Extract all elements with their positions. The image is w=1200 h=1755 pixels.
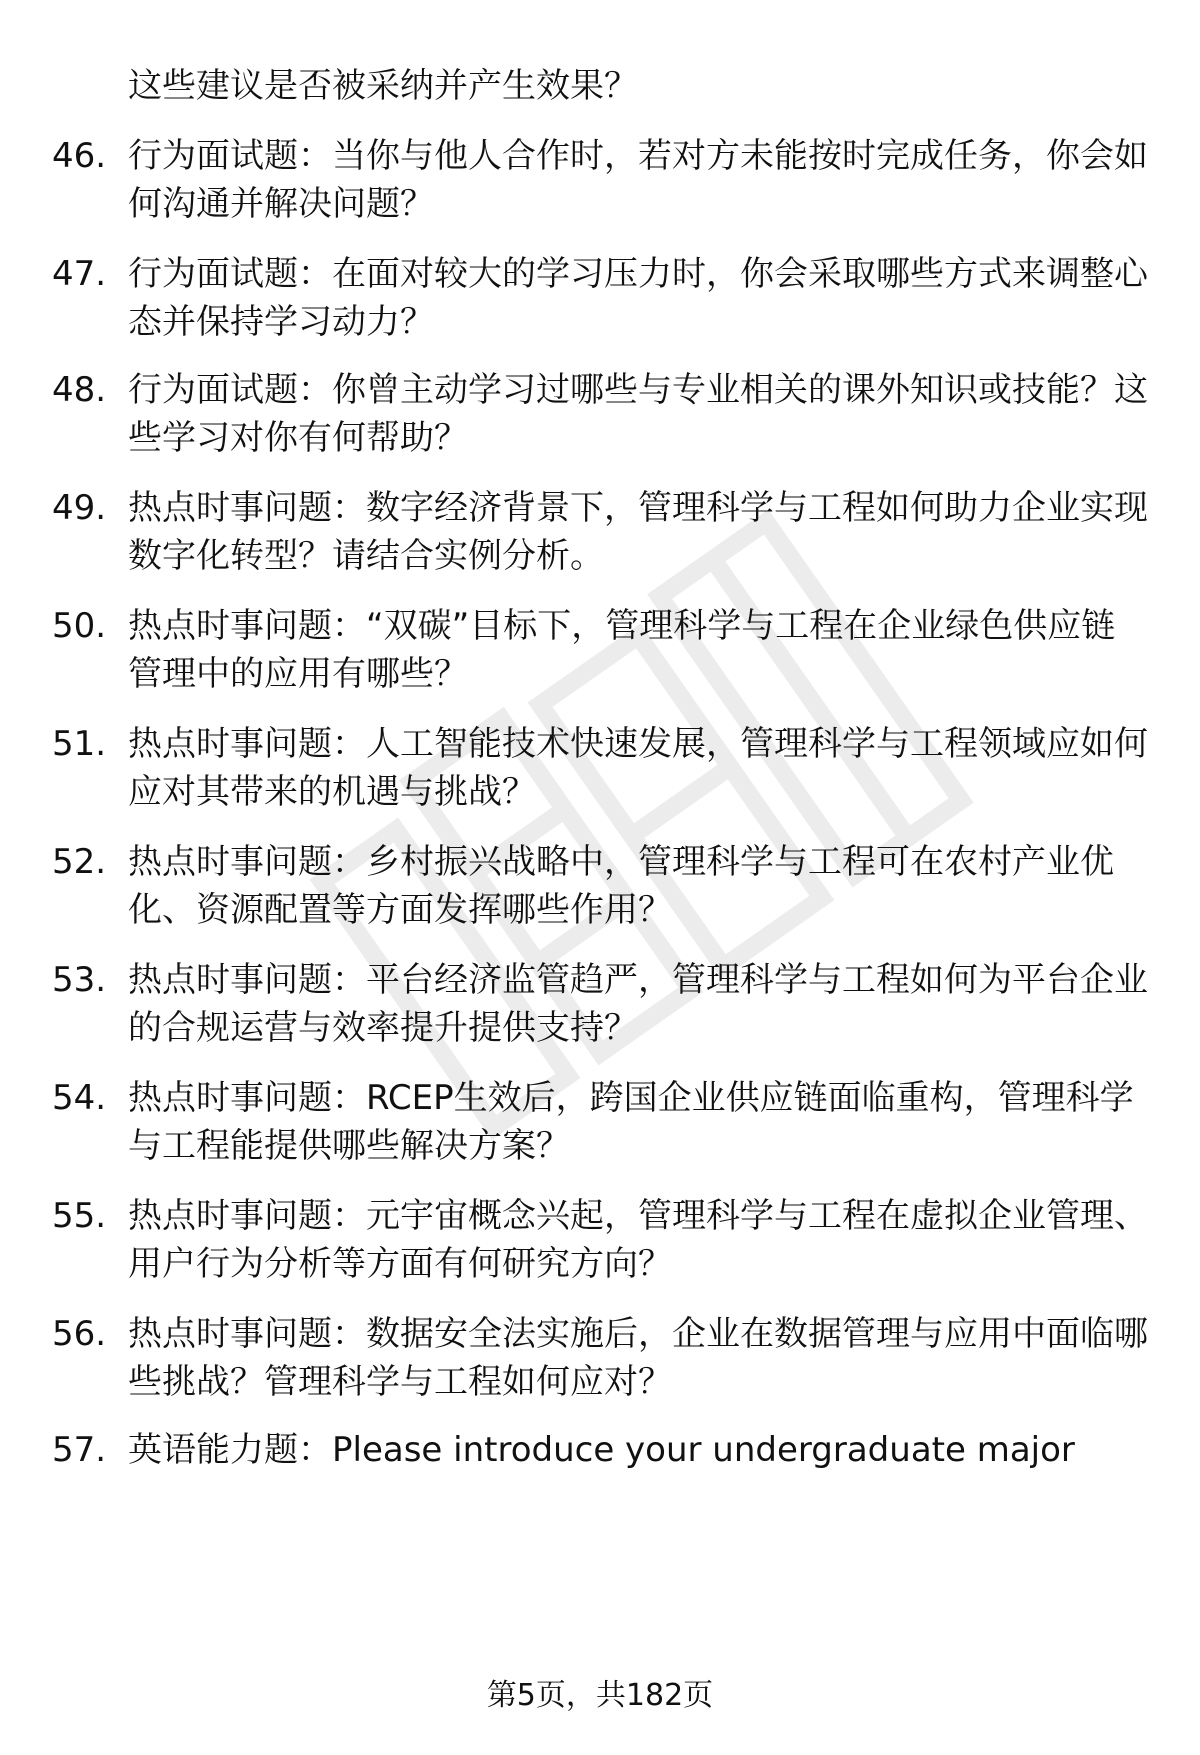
question-text: 热点时事问题：RCEP生效后，跨国企业供应链面临重构，管理科学与工程能提供哪些解决方案？	[128, 1078, 1134, 1166]
question-number: 51.	[52, 724, 107, 764]
question-text: 热点时事问题：“双碳”目标下，管理科学与工程在企业绿色供应链管理中的应用有哪些？	[128, 606, 1116, 694]
question-number: 50.	[52, 606, 107, 646]
page-number-footer: 第5页，共182页	[486, 1678, 714, 1713]
question-number: 49.	[52, 488, 107, 528]
question-number: 46.	[52, 136, 107, 176]
question-text: 行为面试题：在面对较大的学习压力时，你会采取哪些方式来调整心态并保持学习动力？	[128, 254, 1148, 342]
question-text: 行为面试题：当你与他人合作时，若对方未能按时完成任务，你会如何沟通并解决问题？	[128, 136, 1148, 224]
question-number: 53.	[52, 960, 107, 1000]
question-number: 47.	[52, 254, 107, 294]
question-text: 热点时事问题：数据安全法实施后，企业在数据管理与应用中面临哪些挑战？管理科学与工程如何应对？	[128, 1314, 1148, 1402]
question-text: 热点时事问题：平台经济监管趋严，管理科学与工程如何为平台企业的合规运营与效率提升提供支持？	[128, 960, 1148, 1048]
question-text: 热点时事问题：数字经济背景下，管理科学与工程如何助力企业实现数字化转型？请结合实例分析。	[128, 488, 1148, 576]
question-number: 48.	[52, 370, 107, 410]
question-text: 热点时事问题：人工智能技术快速发展，管理科学与工程领域应如何应对其带来的机遇与挑战？	[128, 724, 1148, 812]
question-text: 热点时事问题：元宇宙概念兴起，管理科学与工程在虚拟企业管理、用户行为分析等方面有何研究方向？	[128, 1196, 1148, 1284]
continuation-text: 这些建议是否被采纳并产生效果？	[128, 66, 638, 106]
question-number: 54.	[52, 1078, 107, 1118]
question-text: 英语能力题：Please introduce your undergraduate major	[128, 1430, 1075, 1470]
question-text: 行为面试题：你曾主动学习过哪些与专业相关的课外知识或技能？这些学习对你有何帮助？	[128, 370, 1148, 458]
question-number: 52.	[52, 842, 107, 882]
question-text: 热点时事问题：乡村振兴战略中，管理科学与工程可在农村产业优化、资源配置等方面发挥哪些作用？	[128, 842, 1114, 930]
question-number: 55.	[52, 1196, 107, 1236]
question-number: 57.	[52, 1430, 107, 1470]
question-number: 56.	[52, 1314, 107, 1354]
